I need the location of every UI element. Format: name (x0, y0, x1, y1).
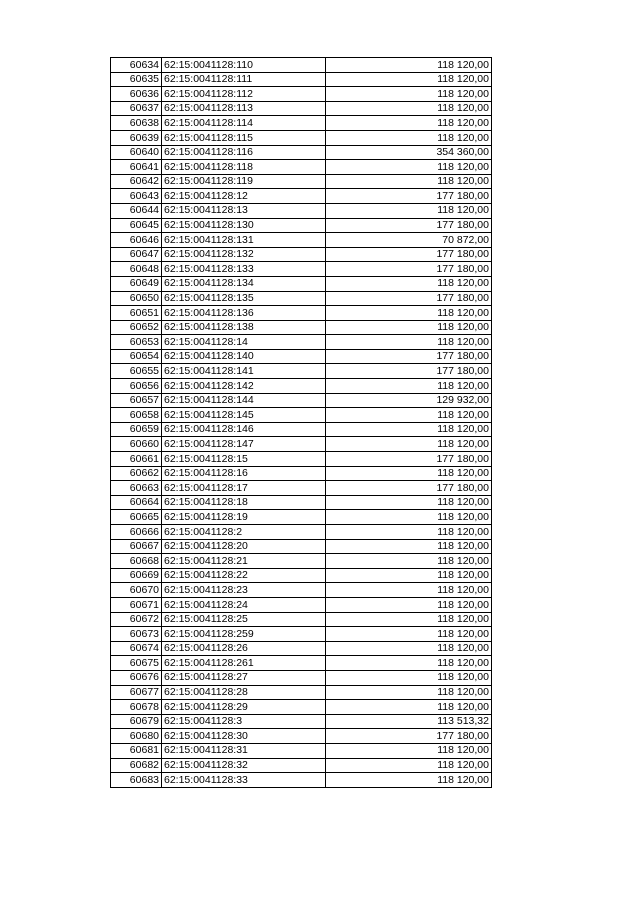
cadastral-number-cell: 62:15:0041128:119 (162, 174, 326, 189)
row-number-cell: 60683 (111, 773, 162, 788)
row-number-cell: 60644 (111, 203, 162, 218)
table-row (111, 189, 492, 204)
value-cell: 118 120,00 (326, 335, 492, 350)
value-cell: 177 180,00 (326, 481, 492, 496)
value-cell: 118 120,00 (326, 510, 492, 525)
value-cell: 118 120,00 (326, 130, 492, 145)
table-row (111, 335, 492, 350)
table-row (111, 160, 492, 175)
value-cell: 118 120,00 (326, 466, 492, 481)
cadastral-number-cell: 62:15:0041128:133 (162, 262, 326, 277)
row-number-cell: 60679 (111, 714, 162, 729)
value-cell: 118 120,00 (326, 583, 492, 598)
cadastral-number-cell: 62:15:0041128:118 (162, 160, 326, 175)
row-number-cell: 60652 (111, 320, 162, 335)
cadastral-number-cell: 62:15:0041128:25 (162, 612, 326, 627)
value-cell: 118 120,00 (326, 554, 492, 569)
value-cell: 118 120,00 (326, 422, 492, 437)
table-row (111, 583, 492, 598)
row-number-cell: 60659 (111, 422, 162, 437)
table-row (111, 262, 492, 277)
cadastral-number-cell: 62:15:0041128:146 (162, 422, 326, 437)
row-number-cell: 60663 (111, 481, 162, 496)
table-row (111, 641, 492, 656)
cadastral-number-cell: 62:15:0041128:32 (162, 758, 326, 773)
cadastral-number-cell: 62:15:0041128:135 (162, 291, 326, 306)
table-row (111, 320, 492, 335)
value-cell: 118 120,00 (326, 174, 492, 189)
row-number-cell: 60647 (111, 247, 162, 262)
cadastral-number-cell: 62:15:0041128:138 (162, 320, 326, 335)
cadastral-number-cell: 62:15:0041128:30 (162, 729, 326, 744)
cadastral-number-cell: 62:15:0041128:115 (162, 130, 326, 145)
value-cell: 177 180,00 (326, 452, 492, 467)
cadastral-number-cell: 62:15:0041128:31 (162, 743, 326, 758)
row-number-cell: 60643 (111, 189, 162, 204)
row-number-cell: 60640 (111, 145, 162, 160)
value-cell: 118 120,00 (326, 116, 492, 131)
table-row (111, 554, 492, 569)
cadastral-number-cell: 62:15:0041128:147 (162, 437, 326, 452)
row-number-cell: 60646 (111, 233, 162, 248)
value-cell: 118 120,00 (326, 437, 492, 452)
table-row (111, 495, 492, 510)
row-number-cell: 60653 (111, 335, 162, 350)
row-number-cell: 60674 (111, 641, 162, 656)
cadastral-number-cell: 62:15:0041128:22 (162, 568, 326, 583)
table-row (111, 218, 492, 233)
cadastral-number-cell: 62:15:0041128:144 (162, 393, 326, 408)
value-cell: 118 120,00 (326, 568, 492, 583)
table-row (111, 568, 492, 583)
row-number-cell: 60682 (111, 758, 162, 773)
value-cell: 118 120,00 (326, 656, 492, 671)
value-cell: 118 120,00 (326, 160, 492, 175)
table-row (111, 116, 492, 131)
row-number-cell: 60673 (111, 627, 162, 642)
cadastral-number-cell: 62:15:0041128:2 (162, 525, 326, 540)
table-row (111, 481, 492, 496)
table-row (111, 233, 492, 248)
table-row (111, 539, 492, 554)
row-number-cell: 60669 (111, 568, 162, 583)
table-row (111, 130, 492, 145)
value-cell: 177 180,00 (326, 262, 492, 277)
row-number-cell: 60637 (111, 101, 162, 116)
value-cell: 118 120,00 (326, 320, 492, 335)
value-cell: 118 120,00 (326, 773, 492, 788)
value-cell: 118 120,00 (326, 203, 492, 218)
table-row (111, 714, 492, 729)
value-cell: 177 180,00 (326, 189, 492, 204)
cadastral-number-cell: 62:15:0041128:17 (162, 481, 326, 496)
cadastral-number-cell: 62:15:0041128:134 (162, 276, 326, 291)
row-number-cell: 60670 (111, 583, 162, 598)
value-cell: 118 120,00 (326, 87, 492, 102)
value-cell: 118 120,00 (326, 758, 492, 773)
row-number-cell: 60656 (111, 379, 162, 394)
row-number-cell: 60641 (111, 160, 162, 175)
cadastral-number-cell: 62:15:0041128:131 (162, 233, 326, 248)
table-row (111, 422, 492, 437)
cadastral-number-cell: 62:15:0041128:14 (162, 335, 326, 350)
row-number-cell: 60634 (111, 58, 162, 73)
cadastral-number-cell: 62:15:0041128:140 (162, 349, 326, 364)
row-number-cell: 60678 (111, 700, 162, 715)
table-row (111, 612, 492, 627)
row-number-cell: 60667 (111, 539, 162, 554)
row-number-cell: 60676 (111, 670, 162, 685)
value-cell: 118 120,00 (326, 539, 492, 554)
cadastral-number-cell: 62:15:0041128:18 (162, 495, 326, 510)
value-cell: 118 120,00 (326, 58, 492, 73)
table-row (111, 510, 492, 525)
cadastral-number-cell: 62:15:0041128:13 (162, 203, 326, 218)
row-number-cell: 60651 (111, 306, 162, 321)
row-number-cell: 60639 (111, 130, 162, 145)
cadastral-number-cell: 62:15:0041128:27 (162, 670, 326, 685)
row-number-cell: 60658 (111, 408, 162, 423)
row-number-cell: 60680 (111, 729, 162, 744)
cadastral-number-cell: 62:15:0041128:141 (162, 364, 326, 379)
table-row (111, 700, 492, 715)
cadastral-value-table (110, 57, 492, 788)
row-number-cell: 60662 (111, 466, 162, 481)
table-row (111, 670, 492, 685)
value-cell: 118 120,00 (326, 685, 492, 700)
row-number-cell: 60665 (111, 510, 162, 525)
cadastral-number-cell: 62:15:0041128:259 (162, 627, 326, 642)
row-number-cell: 60650 (111, 291, 162, 306)
cadastral-number-cell: 62:15:0041128:16 (162, 466, 326, 481)
table-row (111, 466, 492, 481)
table-row (111, 349, 492, 364)
value-cell: 118 120,00 (326, 670, 492, 685)
table-row (111, 452, 492, 467)
value-cell: 118 120,00 (326, 641, 492, 656)
value-cell: 118 120,00 (326, 495, 492, 510)
cadastral-number-cell: 62:15:0041128:23 (162, 583, 326, 598)
table-row (111, 101, 492, 116)
cadastral-number-cell: 62:15:0041128:261 (162, 656, 326, 671)
cadastral-number-cell: 62:15:0041128:26 (162, 641, 326, 656)
value-cell: 118 120,00 (326, 525, 492, 540)
table-row (111, 174, 492, 189)
row-number-cell: 60638 (111, 116, 162, 131)
table-row (111, 597, 492, 612)
table-row (111, 729, 492, 744)
cadastral-number-cell: 62:15:0041128:15 (162, 452, 326, 467)
row-number-cell: 60675 (111, 656, 162, 671)
cadastral-number-cell: 62:15:0041128:24 (162, 597, 326, 612)
table-row (111, 145, 492, 160)
row-number-cell: 60671 (111, 597, 162, 612)
cadastral-number-cell: 62:15:0041128:33 (162, 773, 326, 788)
table-row (111, 437, 492, 452)
table-row (111, 743, 492, 758)
table-row (111, 758, 492, 773)
table-row (111, 525, 492, 540)
value-cell: 177 180,00 (326, 218, 492, 233)
cadastral-number-cell: 62:15:0041128:19 (162, 510, 326, 525)
cadastral-number-cell: 62:15:0041128:132 (162, 247, 326, 262)
table-row (111, 364, 492, 379)
value-cell: 118 120,00 (326, 379, 492, 394)
row-number-cell: 60672 (111, 612, 162, 627)
value-cell: 129 932,00 (326, 393, 492, 408)
row-number-cell: 60657 (111, 393, 162, 408)
cadastral-number-cell: 62:15:0041128:114 (162, 116, 326, 131)
table-row (111, 306, 492, 321)
cadastral-number-cell: 62:15:0041128:20 (162, 539, 326, 554)
value-cell: 118 120,00 (326, 597, 492, 612)
row-number-cell: 60677 (111, 685, 162, 700)
table-row (111, 58, 492, 73)
value-cell: 354 360,00 (326, 145, 492, 160)
cadastral-number-cell: 62:15:0041128:29 (162, 700, 326, 715)
cadastral-number-cell: 62:15:0041128:116 (162, 145, 326, 160)
value-cell: 177 180,00 (326, 729, 492, 744)
value-cell: 177 180,00 (326, 349, 492, 364)
table-row (111, 408, 492, 423)
table-row (111, 773, 492, 788)
value-cell: 118 120,00 (326, 700, 492, 715)
cadastral-number-cell: 62:15:0041128:136 (162, 306, 326, 321)
cadastral-number-cell: 62:15:0041128:145 (162, 408, 326, 423)
value-cell: 118 120,00 (326, 743, 492, 758)
row-number-cell: 60660 (111, 437, 162, 452)
row-number-cell: 60655 (111, 364, 162, 379)
row-number-cell: 60664 (111, 495, 162, 510)
value-cell: 177 180,00 (326, 291, 492, 306)
value-cell: 113 513,32 (326, 714, 492, 729)
row-number-cell: 60648 (111, 262, 162, 277)
cadastral-number-cell: 62:15:0041128:28 (162, 685, 326, 700)
table-row (111, 72, 492, 87)
cadastral-number-cell: 62:15:0041128:3 (162, 714, 326, 729)
table-row (111, 379, 492, 394)
value-cell: 70 872,00 (326, 233, 492, 248)
value-cell: 118 120,00 (326, 306, 492, 321)
value-cell: 118 120,00 (326, 612, 492, 627)
table-row (111, 203, 492, 218)
cadastral-number-cell: 62:15:0041128:130 (162, 218, 326, 233)
row-number-cell: 60654 (111, 349, 162, 364)
row-number-cell: 60635 (111, 72, 162, 87)
cadastral-number-cell: 62:15:0041128:113 (162, 101, 326, 116)
row-number-cell: 60666 (111, 525, 162, 540)
cadastral-number-cell: 62:15:0041128:12 (162, 189, 326, 204)
cadastral-number-cell: 62:15:0041128:110 (162, 58, 326, 73)
row-number-cell: 60645 (111, 218, 162, 233)
table-row (111, 393, 492, 408)
row-number-cell: 60649 (111, 276, 162, 291)
table-row (111, 87, 492, 102)
table-row (111, 656, 492, 671)
table-row (111, 685, 492, 700)
row-number-cell: 60681 (111, 743, 162, 758)
table-row (111, 276, 492, 291)
cadastral-number-cell: 62:15:0041128:142 (162, 379, 326, 394)
cadastral-number-cell: 62:15:0041128:112 (162, 87, 326, 102)
value-cell: 118 120,00 (326, 627, 492, 642)
value-cell: 118 120,00 (326, 408, 492, 423)
cadastral-number-cell: 62:15:0041128:21 (162, 554, 326, 569)
table-row (111, 247, 492, 262)
row-number-cell: 60642 (111, 174, 162, 189)
value-cell: 118 120,00 (326, 72, 492, 87)
row-number-cell: 60668 (111, 554, 162, 569)
table-row (111, 291, 492, 306)
row-number-cell: 60636 (111, 87, 162, 102)
table-body (111, 58, 492, 788)
value-cell: 118 120,00 (326, 276, 492, 291)
table-row (111, 627, 492, 642)
value-cell: 118 120,00 (326, 101, 492, 116)
cadastral-number-cell: 62:15:0041128:111 (162, 72, 326, 87)
value-cell: 177 180,00 (326, 364, 492, 379)
row-number-cell: 60661 (111, 452, 162, 467)
value-cell: 177 180,00 (326, 247, 492, 262)
